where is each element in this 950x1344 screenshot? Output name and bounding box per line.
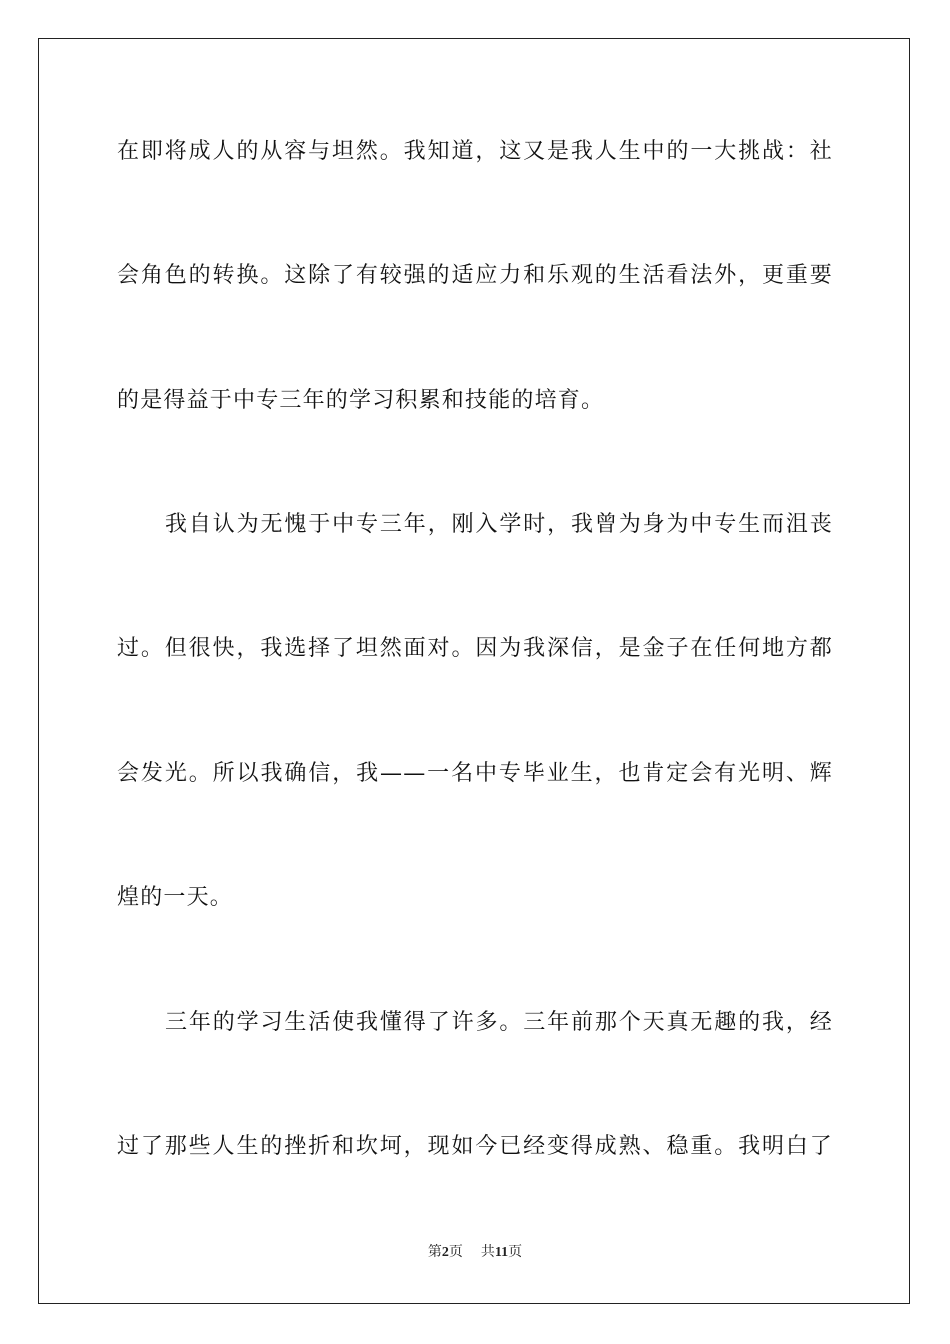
footer-page-number: 2 — [441, 1245, 449, 1260]
page-border — [38, 38, 910, 1304]
footer-total-prefix: 共 — [480, 1244, 495, 1260]
footer-total-number: 11 — [494, 1245, 509, 1260]
text-line-7: 煌的一天。 — [117, 885, 234, 910]
text-line-8: 三年的学习生活使我懂得了许多。三年前那个天真无趣的我，经 — [165, 1010, 833, 1035]
text-line-3: 的是得益于中专三年的学习积累和技能的培育。 — [117, 388, 605, 413]
text-line-9: 过了那些人生的挫折和坎坷，现如今已经变得成熟、稳重。我明白了 — [117, 1134, 833, 1159]
text-line-5: 过。但很快，我选择了坦然面对。因为我深信，是金子在任何地方都 — [117, 636, 833, 661]
text-line-4: 我自认为无愧于中专三年，刚入学时，我曾为身为中专生而沮丧 — [165, 512, 833, 537]
footer-page-suffix: 页 — [448, 1244, 463, 1260]
footer-total-suffix: 页 — [508, 1244, 523, 1260]
footer-page-prefix: 第 — [427, 1244, 442, 1260]
text-line-6: 会发光。所以我确信，我——一名中专毕业生，也肯定会有光明、辉 — [117, 761, 833, 786]
text-line-1: 在即将成人的从容与坦然。我知道，这又是我人生中的一大挑战：社 — [117, 139, 833, 164]
page-footer — [0, 1242, 950, 1263]
text-line-2: 会角色的转换。这除了有较强的适应力和乐观的生活看法外，更重要 — [117, 263, 833, 288]
